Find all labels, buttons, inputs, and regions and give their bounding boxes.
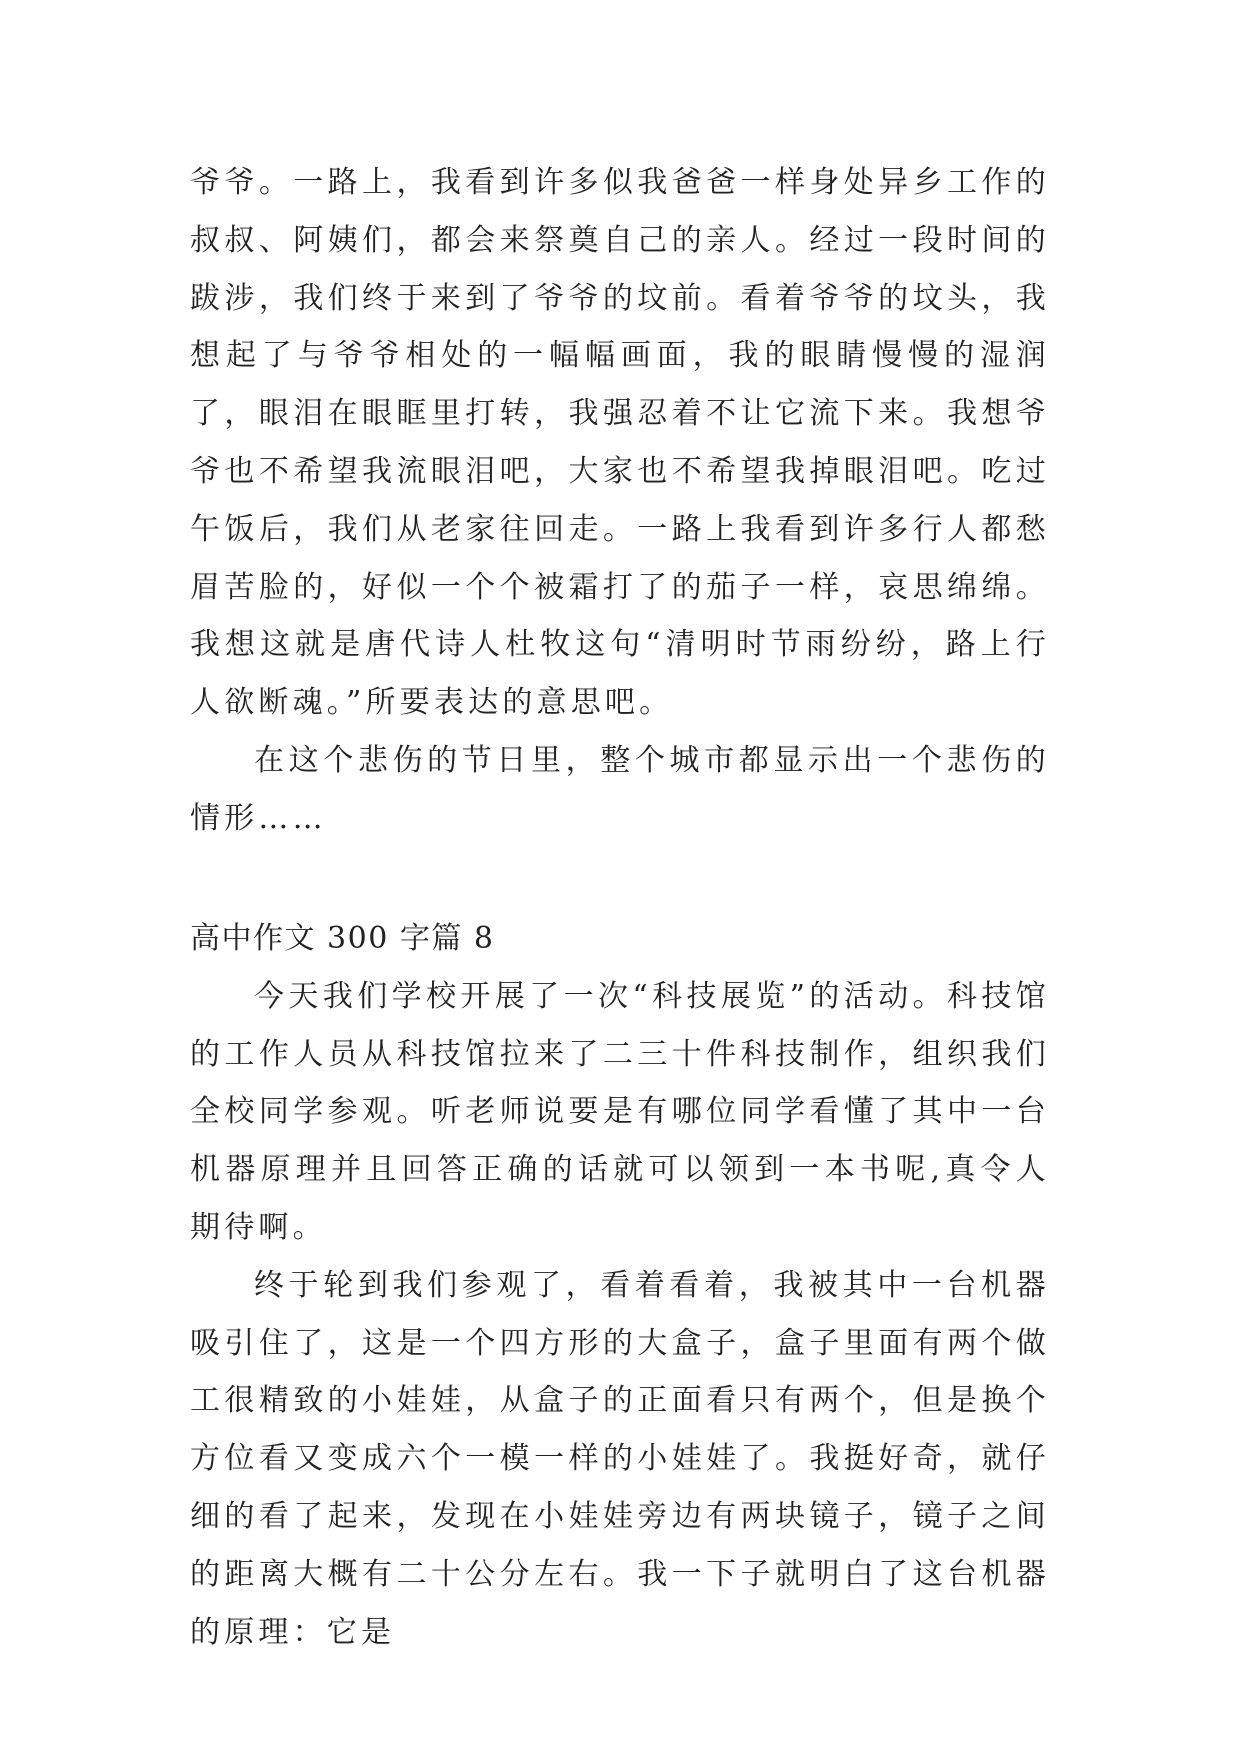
heading-title: 高中作文 300 字 — [190, 921, 432, 956]
paragraph-2: 在这个悲伤的节日里，整个城市都显示出一个悲伤的情形…… — [190, 742, 1050, 836]
paragraph-4: 终于轮到我们参观了，看着看着，我被其中一台机器吸引住了，这是一个四方形的大盒子，盒子里面有两个做工很精致的小娃娃，从盒子的正面看只有两个，但是换个方位看又变成六个一模一样的小娃娃了。我挺好奇，就仔细的看了起来，发现在小娃娃旁边有两块镜子，镜子之间的距离大概有二十公分左右。我一下子就明白了这台机器的原理：它是 — [190, 1267, 1050, 1650]
section-heading — [190, 910, 1050, 968]
essay-section-8 — [190, 910, 1050, 1661]
paragraph-3: 今天我们学校开展了一次“科技展览”的活动。科技馆的工作人员从科技馆拉来了二三十件科技制作，组织我们全校同学参观。听老师说要是有哪位同学看懂了其中一台机器原理并且回答正确的话就可以领到一本书呢,真令人期待啊。 — [190, 978, 1050, 1245]
essay-section-continued — [190, 154, 1050, 848]
heading-number: 篇 8 — [431, 921, 495, 956]
paragraph-1: 爷爷。一路上，我看到许多似我爸爸一样身处异乡工作的叔叔、阿姨们，都会来祭奠自己的亲人。经过一段时间的跋涉，我们终于来到了爷爷的坟前。看着爷爷的坟头，我想起了与爷爷相处的一幅幅画面，我的眼睛慢慢的湿润了，眼泪在眼眶里打转，我强忍着不让它流下来。我想爷爷也不希望我流眼泪吧，大家也不希望我掉眼泪吧。吃过午饭后，我们从老家往回走。一路上我看到许多行人都愁眉苦脸的，好似一个个被霜打了的茄子一样，哀思绵绵。我想这就是唐代诗人杜牧这句“清明时节雨纷纷，路上行人欲断魂。”所要表达的意思吧。 — [190, 165, 1050, 721]
